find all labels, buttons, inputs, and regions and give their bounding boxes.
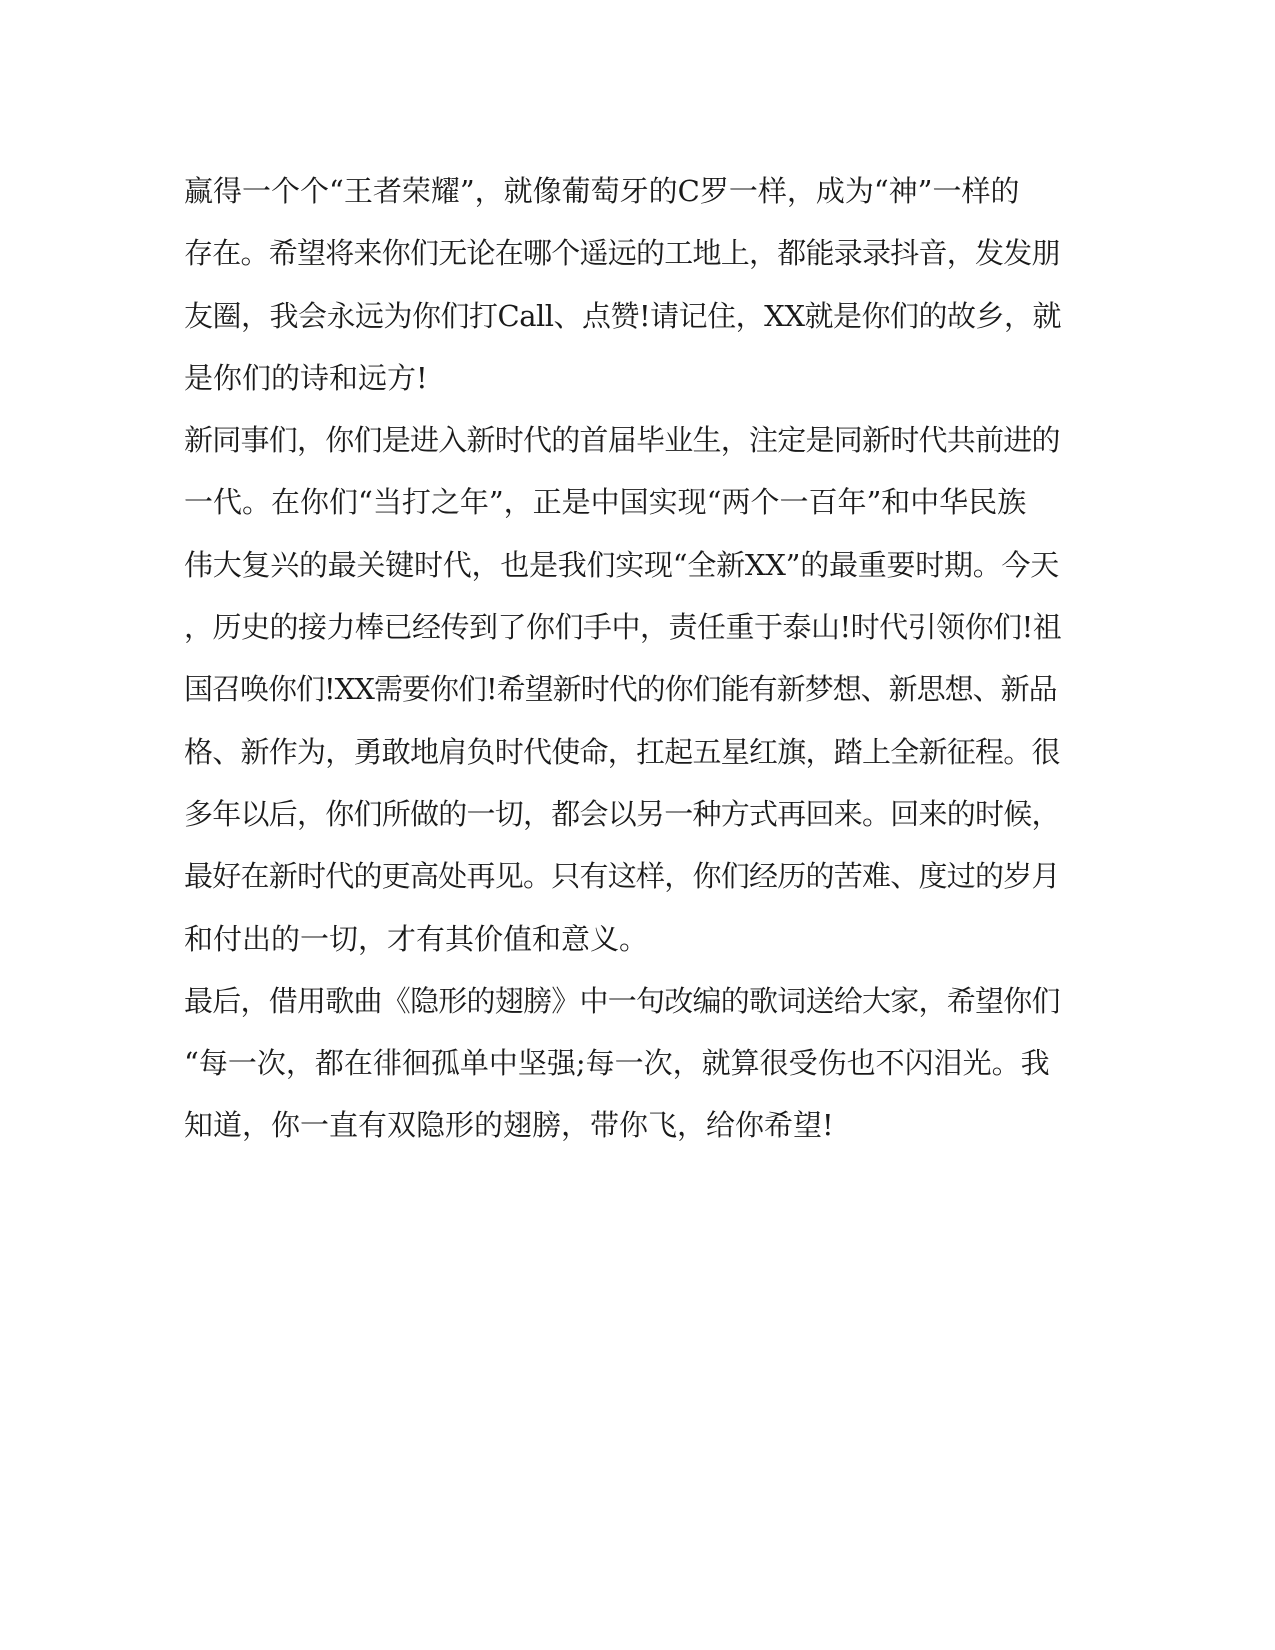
text-line: 和付出的一切，才有其价值和意义。 [184,921,649,956]
text-line: 最后，借用歌曲《隐形的翅膀》中一句改编的歌词送给大家，希望你们 [184,983,1060,1018]
text-line: 是你们的诗和远方! [184,360,428,395]
text-line: “每一次，都在徘徊孤单中坚强;每一次，就算很受伤也不闪泪光。我 [184,1046,1050,1081]
text-line: 格、新作为，勇敢地肩负时代使命，扛起五星红旗，踏上全新征程。很 [184,734,1060,769]
text-line: 存在。希望将来你们无论在哪个遥远的工地上，都能录录抖音，发发朋 [184,236,1060,271]
text-line: 知道，你一直有双隐形的翅膀，带你飞，给你希望! [184,1108,834,1143]
text-line: 国召唤你们!XX需要你们!希望新时代的你们能有新梦想、新思想、新品 [184,672,1057,707]
body-text [184,160,1064,1157]
text-line: 友圈，我会永远为你们打Call、点赞!请记住，XX就是你们的故乡，就 [184,298,1061,333]
text-line: 新同事们，你们是进入新时代的首届毕业生，注定是同新时代共前进的 [184,423,1060,458]
text-line: 最好在新时代的更高处再见。只有这样，你们经历的苦难、度过的岁月 [184,859,1060,894]
text-line: 多年以后，你们所做的一切，都会以另一种方式再回来。回来的时候， [184,796,1060,831]
text-line: 赢得一个个“王者荣耀”，就像葡萄牙的C罗一样，成为“神”一样的 [184,174,1020,208]
text-line: 一代。在你们“当打之年”，正是中国实现“两个一百年”和中华民族 [184,485,1027,520]
text-line: ，历史的接力棒已经传到了你们手中，责任重于泰山!时代引领你们!祖 [184,610,1062,645]
text-line: 伟大复兴的最关键时代，也是我们实现“全新XX”的最重要时期。今天 [184,547,1059,582]
